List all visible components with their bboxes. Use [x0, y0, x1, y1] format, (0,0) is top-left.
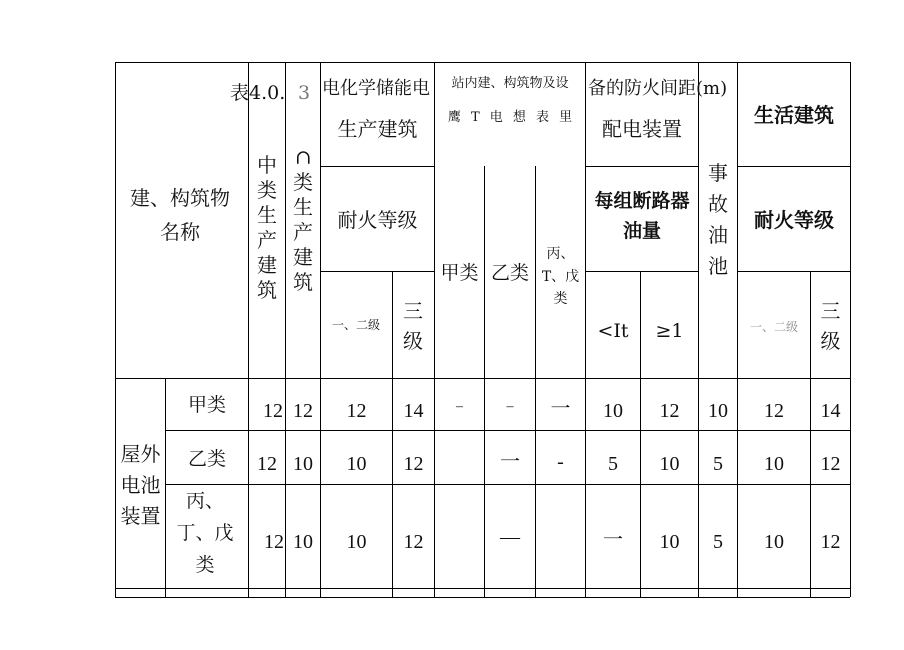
group-label-text: 屋外电池装置 — [120, 441, 161, 528]
header-living-l3-text: 三级 — [820, 298, 841, 353]
table-cell: 10 — [346, 531, 367, 553]
header-level-3-text: 三级 — [403, 298, 423, 353]
header-lt1 — [586, 316, 640, 346]
table-cell: 12 — [346, 400, 367, 422]
table-cell: 12 — [264, 531, 284, 553]
table-cell: 10 — [708, 400, 728, 422]
header-accident-pool — [701, 140, 735, 300]
header-class-c-text: 类生产建筑 — [293, 170, 313, 294]
table-cell: 10 — [659, 453, 680, 475]
table-cell: 10 — [603, 400, 623, 422]
table-cell: 10 — [293, 453, 313, 475]
header-class-yi-text: 乙类 — [490, 261, 529, 284]
table-caption-part1: 电化学储能电 — [322, 78, 430, 99]
table-cell: 5 — [608, 453, 618, 475]
table-cell: 10 — [764, 453, 784, 475]
header-station-group-text: 站内建、构筑物及设 — [451, 75, 569, 91]
table-cell: 14 — [403, 400, 424, 422]
header-living-l12-text: 一、二级 — [749, 320, 798, 334]
header-class-a-text: 中类生产建筑 — [257, 153, 277, 302]
header-accident-pool-text: 事故油池 — [708, 161, 728, 278]
table-cell: - — [557, 451, 564, 473]
header-prod-building — [321, 114, 434, 144]
table-cell: – — [506, 399, 514, 414]
header-class-bing-text: 丙、T、戊类 — [541, 246, 580, 308]
row-label: 乙类 — [187, 447, 226, 470]
header-ge1-text: ≥1 — [655, 319, 684, 342]
table-caption-number: 3 — [298, 82, 311, 104]
table-cell: – — [456, 399, 463, 414]
table-cell: 5 — [713, 453, 723, 475]
table-cell: 12 — [659, 400, 680, 422]
table-cell: 10 — [764, 531, 784, 553]
table-cell — [536, 529, 585, 555]
header-station-sub-text: 鹰 T 电 想 表 里 — [447, 109, 573, 125]
header-lt1-text: <It — [597, 319, 629, 342]
header-living-text: 生活建筑 — [754, 103, 834, 127]
table-cell: 10 — [659, 531, 680, 553]
header-living-fire — [738, 202, 850, 238]
table-cell: 12 — [820, 531, 841, 553]
header-class-bing — [537, 222, 584, 332]
header-power-text: 配电装置 — [602, 117, 682, 141]
table-cell: 12 — [403, 453, 424, 475]
header-class-c — [288, 100, 318, 340]
table-cell: 5 — [713, 531, 723, 553]
table-cell: — — [500, 526, 520, 548]
row-label: 丙、丁、戊类 — [176, 489, 234, 577]
header-class-c-mark: ⊂ — [291, 149, 316, 166]
header-name-col — [125, 180, 235, 250]
header-level-3 — [396, 283, 430, 368]
header-class-jia — [435, 258, 484, 288]
header-fire-level-text: 耐火等级 — [337, 208, 418, 232]
table-cell: 12 — [403, 531, 424, 553]
table-cell: 10 — [293, 531, 313, 553]
table-cell — [435, 451, 484, 477]
header-prod-building-text: 生产建筑 — [337, 117, 418, 141]
table-cell: 12 — [263, 400, 283, 422]
header-living-l3 — [813, 283, 848, 368]
table-cell: 一 — [550, 398, 571, 420]
table-cell: 12 — [764, 400, 784, 422]
header-class-jia-text: 甲类 — [440, 261, 479, 284]
group-label — [116, 430, 165, 540]
header-name-col-text: 建、构筑物名称 — [130, 186, 230, 244]
table-cell: 12 — [257, 453, 277, 475]
table-caption-part2: 备的防火间距(m) — [588, 78, 728, 99]
header-breaker-oil — [592, 180, 692, 252]
table-cell: 一 — [603, 529, 623, 551]
table-caption-prefix: 表4.0. — [230, 82, 286, 104]
header-station-group — [436, 72, 584, 94]
header-living-fire-text: 耐火等级 — [754, 208, 834, 232]
header-ge1 — [641, 316, 698, 346]
header-living-l12 — [738, 312, 810, 342]
row-label: 甲类 — [187, 393, 226, 416]
table-cell: 12 — [293, 400, 313, 422]
header-fire-level — [321, 200, 434, 240]
header-power — [586, 114, 698, 144]
header-level-1-2 — [320, 310, 392, 340]
header-level-1-2-text: 一、二级 — [331, 318, 380, 332]
table-cell: 一 — [500, 451, 520, 473]
table-cell: 12 — [820, 453, 841, 475]
header-living — [738, 100, 850, 130]
table-cell: 10 — [346, 453, 367, 475]
header-station-sub — [436, 106, 584, 128]
header-breaker-oil-text: 每组断路器油量 — [594, 189, 690, 242]
header-class-a — [252, 108, 282, 348]
header-class-yi — [485, 258, 535, 288]
table-cell: 14 — [820, 400, 841, 422]
table-cell — [435, 529, 484, 555]
